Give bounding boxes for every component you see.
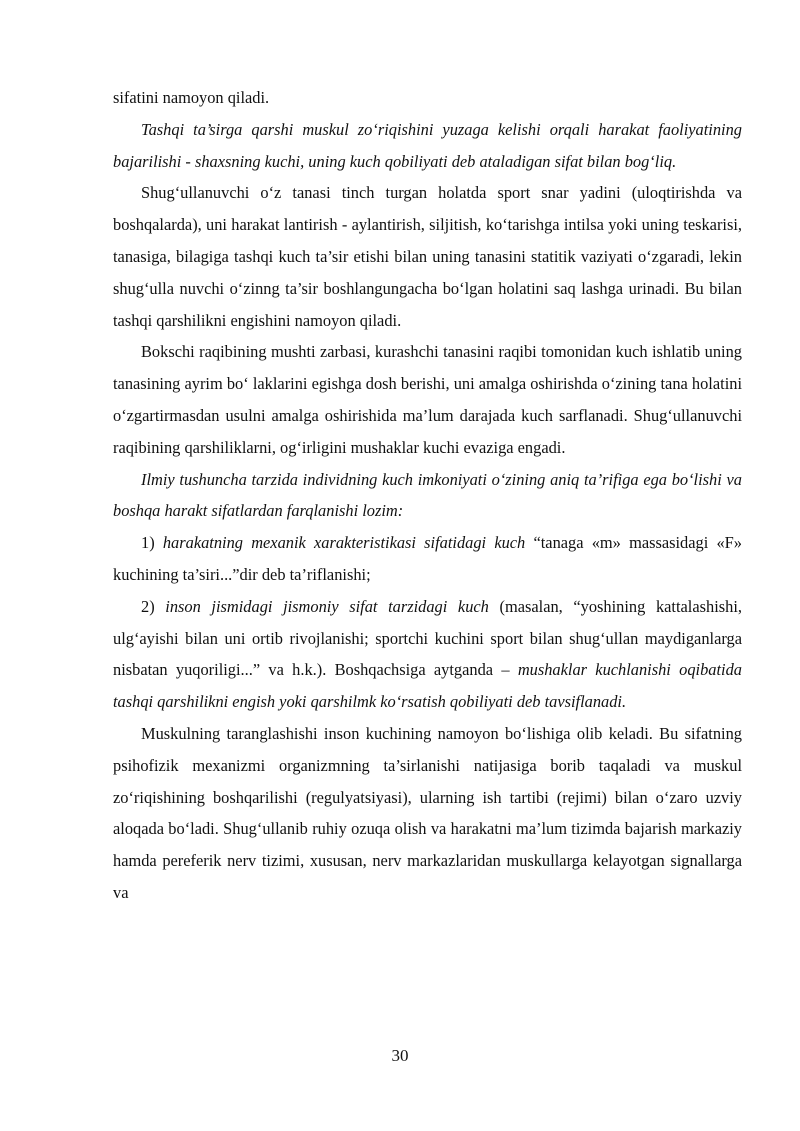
paragraph <box>113 718 742 909</box>
text-run: “tanaga «m» massasidagi «F» kuchining ta’siri...”dir deb ta’riflanishi; <box>113 533 742 584</box>
italic-term-run: harakatning mexanik xarakteristikasi sifatidagi kuch <box>162 533 526 553</box>
text-run: sifatini namoyon qiladi. <box>113 88 270 107</box>
paragraph <box>113 336 742 463</box>
italic-definition-run: Tashqi ta’sirga qarshi muskul zo‘riqishini yuzaga kelishi orqali harakat faoliyatining bajarilishi - shaxsning kuchi, uning kuch qobiliyati deb ataladigan sifat bilan bog‘liq. <box>113 119 742 171</box>
text-run: Muskulning taranglashishi inson kuchining namoyon bo‘lishiga olib keladi. Bu sifatning psihofizik mexanizmi organizmning ta’sirlanishi natijasiga borib taqaladi va muskul zo‘riqishining boshqarilishi (regulyatsiyasi), ularning ish tartibi (rejimi) bilan o‘zaro uzviy aloqada bo‘ladi. Shug‘ullanib ruhiy ozuqa olish va harakatni ma’lum tizimda bajarish markaziy hamda pereferik nerv tizimi, xususan, nerv markazlaridan muskullarga kelayotgan signallarga va <box>113 723 742 902</box>
list-item-paragraph <box>113 591 742 718</box>
list-item-paragraph <box>113 527 742 591</box>
list-marker: 2) <box>141 596 166 616</box>
page-number: 30 <box>391 1046 409 1065</box>
paragraph <box>113 114 742 178</box>
paragraph <box>113 177 742 336</box>
text-run: (masalan, “yoshining kattalashishi, ulg‘ayishi bilan uni ortib rivojlanishi; sportchi kuchini sport bilan shug‘ullan maydiganlarga nisbatan yuqoriligi...” va h.k.). Boshqachsiga aytganda – <box>113 596 742 680</box>
italic-definition-run: mushaklar kuchlanishi oqibatida tashqi qarshilikni engish yoki qarshilmk ko‘rsatish qobiliyati deb tavsiflanadi. <box>113 660 742 712</box>
italic-term-run: inson jismidagi jismoniy sifat tarzidagi kuch <box>165 596 489 616</box>
paragraph <box>113 464 742 528</box>
text-run: Bokschi raqibining mushti zarbasi, kurashchi tanasini raqibi tomonidan kuch ishlatib uning tanasining ayrim bo‘ laklarini egishga dosh berishi, uni amalga oshirishda o‘zining tana holatini o‘zgartirmasdan usulni amalga oshirishida ma’lum darajada kuch sarflanadi. Shug‘ullanuvchi raqibining qarshiliklarni, og‘irligini mushaklar kuchi evaziga engadi. <box>113 342 742 457</box>
text-run: Shug‘ullanuvchi o‘z tanasi tinch turgan holatda sport snar yadini (uloqtirishda va boshqalarda), uni harakat lantirish - aylantirish, siljitish, ko‘tarishga intilsa yoki uning teskarisi, tanasiga, bilagiga tashqi kuch ta’sir etishi bilan uning tanasini statitik vaziyati o‘zgaradi, lekin shug‘ulla nuvchi o‘zinng ta’sir boshlangungacha bo‘lgan holatini saq lashga urinadi. Bu bilan tashqi qarshilikni engishini namoyon qiladi. <box>113 183 742 330</box>
italic-definition-run: Ilmiy tushuncha tarzida individning kuch imkoniyati o‘zining aniq ta’rifiga ega bo‘lishi va boshqa harakt sifatlardan farqlanishi lozim: <box>113 469 742 521</box>
list-marker: 1) <box>141 533 163 553</box>
page-body <box>113 82 742 909</box>
paragraph <box>113 82 742 114</box>
